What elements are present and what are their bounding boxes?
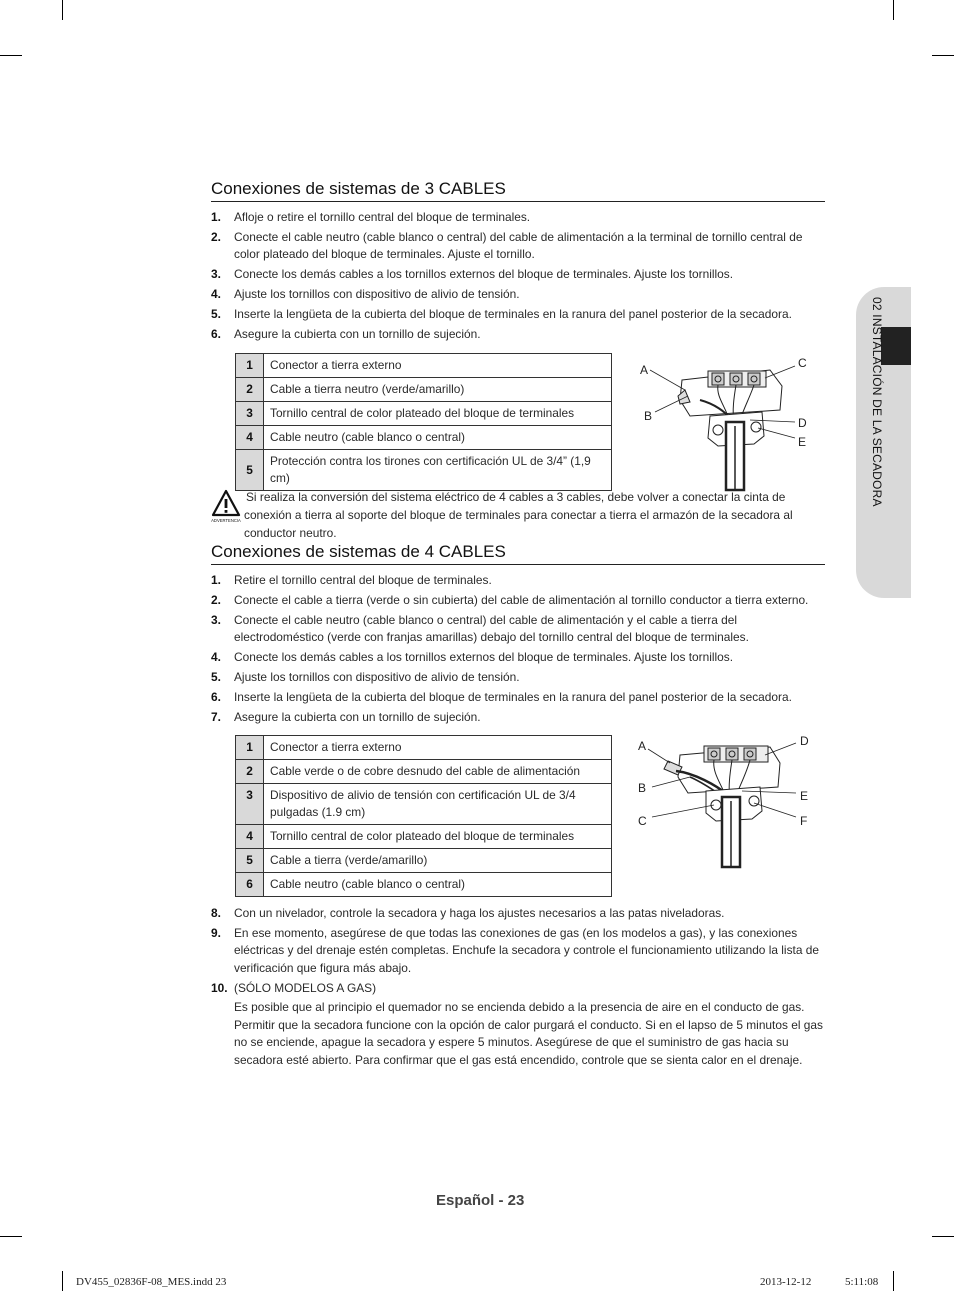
step-item	[211, 266, 829, 283]
diagram-label: B	[644, 409, 653, 423]
chapter-marker	[881, 327, 911, 365]
step-text: Conecte los demás cables a los tornillos externos del bloque de terminales. Ajuste los tornillos.	[234, 267, 734, 282]
print-slug-date: 2013-12-12	[760, 1276, 812, 1288]
part-number: 1	[236, 736, 264, 760]
three-wire-terminal-diagram	[630, 352, 820, 492]
step-text: Asegure la cubierta con un tornillo de sujeción.	[234, 710, 481, 725]
step-number: 2.	[211, 230, 221, 244]
part-description: Cable a tierra (verde/amarillo)	[264, 849, 612, 873]
step-text: Retire el tornillo central del bloque de terminales.	[234, 573, 492, 587]
table-row	[236, 784, 612, 825]
step-number: 4.	[211, 650, 221, 665]
table-row	[236, 402, 612, 426]
step-item	[211, 209, 829, 226]
part-description: Cable a tierra neutro (verde/amarillo)	[264, 378, 612, 402]
part-number: 1	[236, 354, 264, 378]
table-row	[236, 426, 612, 450]
step-item	[211, 612, 829, 647]
part-number: 3	[236, 402, 264, 426]
part-description: Tornillo central de color plateado del bloque de terminales	[264, 825, 612, 849]
step-item	[211, 669, 829, 686]
part-number: 5	[236, 450, 264, 491]
step-item	[211, 649, 829, 666]
step-number: 9.	[211, 926, 221, 940]
step-text: Conecte los demás cables a los tornillos externos del bloque de terminales. Ajuste los tornillos.	[234, 650, 734, 665]
crop-mark	[62, 1271, 63, 1291]
step-10-paragraph: Es posible que al principio el quemador no se encienda debido a la presencia de aire en el conducto de gas. Permitir que la secadora funcione con la opción de calor purgará el conducto. Si en el lapso de 5 minutos el gas no se enciende, apague la secadora y espere 5 minutos. Asegúrese de que el suministro de gas hacia su secadora esté abierto. Para confirmar que el gas está encendido, controle que se sienta calor en el drenaje.	[234, 1000, 823, 1067]
print-slug-time: 5:11:08	[845, 1276, 879, 1288]
step-number: 5.	[211, 670, 221, 685]
table-row	[236, 378, 612, 402]
part-number: 3	[236, 784, 264, 825]
step-item	[211, 572, 829, 589]
table-row	[236, 825, 612, 849]
crop-mark	[893, 1271, 894, 1291]
diagram-label: F	[800, 814, 808, 828]
crop-mark	[0, 1236, 22, 1237]
step-item	[211, 905, 829, 922]
diagram-label: C	[798, 356, 807, 370]
table-row	[236, 849, 612, 873]
part-number: 5	[236, 849, 264, 873]
part-description: Conector a tierra externo	[264, 736, 612, 760]
chapter-side-label: 02 INSTALACIÓN DE LA SECADORA	[870, 297, 884, 507]
part-description: Tornillo central de color plateado del bloque de terminales	[264, 402, 612, 426]
diagram-label: C	[638, 814, 647, 828]
step-number: 2.	[211, 593, 221, 607]
part-number: 2	[236, 760, 264, 784]
warning-text: Si realiza la conversión del sistema eléctrico de 4 cables a 3 cables, debe volver a conectar la cinta de conexión a tierra al soporte del bloque de terminales para conectar a tierra el armazón de la secadora al conductor neutro.	[244, 490, 793, 540]
final-steps	[211, 905, 829, 1000]
step-number: 6.	[211, 327, 221, 342]
table-row	[236, 736, 612, 760]
diagram-label: E	[800, 789, 809, 803]
crop-mark	[0, 55, 22, 56]
section-4-parts-table	[235, 735, 612, 897]
step-text: Ajuste los tornillos con dispositivo de alivio de tensión.	[234, 287, 520, 302]
part-description: Cable neutro (cable blanco o central)	[264, 426, 612, 450]
part-description: Cable verde o de cobre desnudo del cable de alimentación	[264, 760, 612, 784]
diagram-label: D	[800, 734, 809, 748]
step-number: 3.	[211, 267, 221, 282]
step-number: 4.	[211, 287, 221, 302]
step-text: Conecte el cable a tierra (verde o sin cubierta) del cable de alimentación al tornillo conductor a tierra externo.	[234, 593, 809, 607]
crop-mark	[932, 1236, 954, 1237]
step-number: 10.	[211, 980, 228, 995]
step-text: Asegure la cubierta con un tornillo de sujeción.	[234, 327, 481, 342]
part-number: 4	[236, 426, 264, 450]
part-number: 6	[236, 873, 264, 897]
crop-mark	[893, 0, 894, 20]
step-text: Inserte la lengüeta de la cubierta del bloque de terminales en la ranura del panel posterior de la secadora.	[234, 690, 792, 705]
step-number: 6.	[211, 690, 221, 705]
table-row	[236, 873, 612, 897]
diagram-label: A	[638, 739, 647, 753]
step-text: Afloje o retire el tornillo central del bloque de terminales.	[234, 210, 531, 224]
step-number: 1.	[211, 210, 221, 224]
part-description: Dispositivo de alivio de tensión con certificación UL de 3/4 pulgadas (1.9 cm)	[264, 784, 612, 825]
step-text: Conecte el cable neutro (cable blanco o central) del cable de alimentación a la terminal de tornillo central de color plateado del bloque de terminales. Ajuste el tornillo.	[234, 230, 803, 262]
diagram-label: B	[638, 781, 647, 795]
four-wire-terminal-diagram	[630, 733, 820, 873]
diagram-label: E	[798, 435, 807, 449]
warning-icon-caption: ADVERTENCIA	[211, 518, 241, 523]
table-row	[236, 760, 612, 784]
diagram-label: D	[798, 416, 807, 430]
step-number: 8.	[211, 906, 221, 920]
step-item	[211, 326, 829, 343]
page-number: Español - 23	[436, 1192, 525, 1209]
step-number: 3.	[211, 613, 221, 627]
section-4-wire-title: Conexiones de sistemas de 4 CABLES	[211, 542, 825, 565]
step-item	[211, 709, 829, 726]
step-item	[211, 925, 829, 977]
step-text: En ese momento, asegúrese de que todas las conexiones de gas (en los modelos a gas), y las conexiones eléctricas y del drenaje estén completas. Enchufe la secadora y controle el funcionamiento utilizando la lista de verificación que figura más abajo.	[234, 926, 819, 975]
step-item	[211, 689, 829, 706]
step-number: 1.	[211, 573, 221, 587]
step-item	[211, 229, 829, 264]
part-description: Cable neutro (cable blanco o central)	[264, 873, 612, 897]
step-text: Inserte la lengüeta de la cubierta del bloque de terminales en la ranura del panel posterior de la secadora.	[234, 307, 792, 322]
section-3-wire-steps	[211, 209, 829, 346]
part-number: 4	[236, 825, 264, 849]
step-item	[211, 286, 829, 303]
warning-icon	[210, 488, 242, 524]
step-number: 7.	[211, 710, 221, 725]
part-description: Protección contra los tirones con certificación UL de 3/4” (1,9 cm)	[264, 450, 612, 491]
section-3-wire-title: Conexiones de sistemas de 3 CABLES	[211, 179, 825, 202]
step-item	[211, 980, 829, 997]
table-row	[236, 450, 612, 491]
print-slug-file: DV455_02836F-08_MES.indd 23	[76, 1276, 227, 1288]
step-item	[211, 306, 829, 323]
section-3-parts-table	[235, 353, 612, 491]
step-item	[211, 592, 829, 609]
crop-mark	[932, 55, 954, 56]
table-row	[236, 354, 612, 378]
diagram-label: A	[640, 363, 649, 377]
step-text: Ajuste los tornillos con dispositivo de alivio de tensión.	[234, 670, 520, 685]
step-text: (SÓLO MODELOS A GAS)	[234, 980, 377, 995]
section-4-wire-steps	[211, 572, 829, 729]
part-description: Conector a tierra externo	[264, 354, 612, 378]
step-text: Con un nivelador, controle la secadora y haga los ajustes necesarios a las patas niveladoras.	[234, 906, 725, 920]
part-number: 2	[236, 378, 264, 402]
crop-mark	[62, 0, 63, 20]
step-text: Conecte el cable neutro (cable blanco o central) del cable de alimentación y el cable a tierra del electrodoméstico (verde con franjas amarillas) debajo del tornillo central del bloque de terminales.	[234, 613, 749, 645]
step-number: 5.	[211, 307, 221, 322]
